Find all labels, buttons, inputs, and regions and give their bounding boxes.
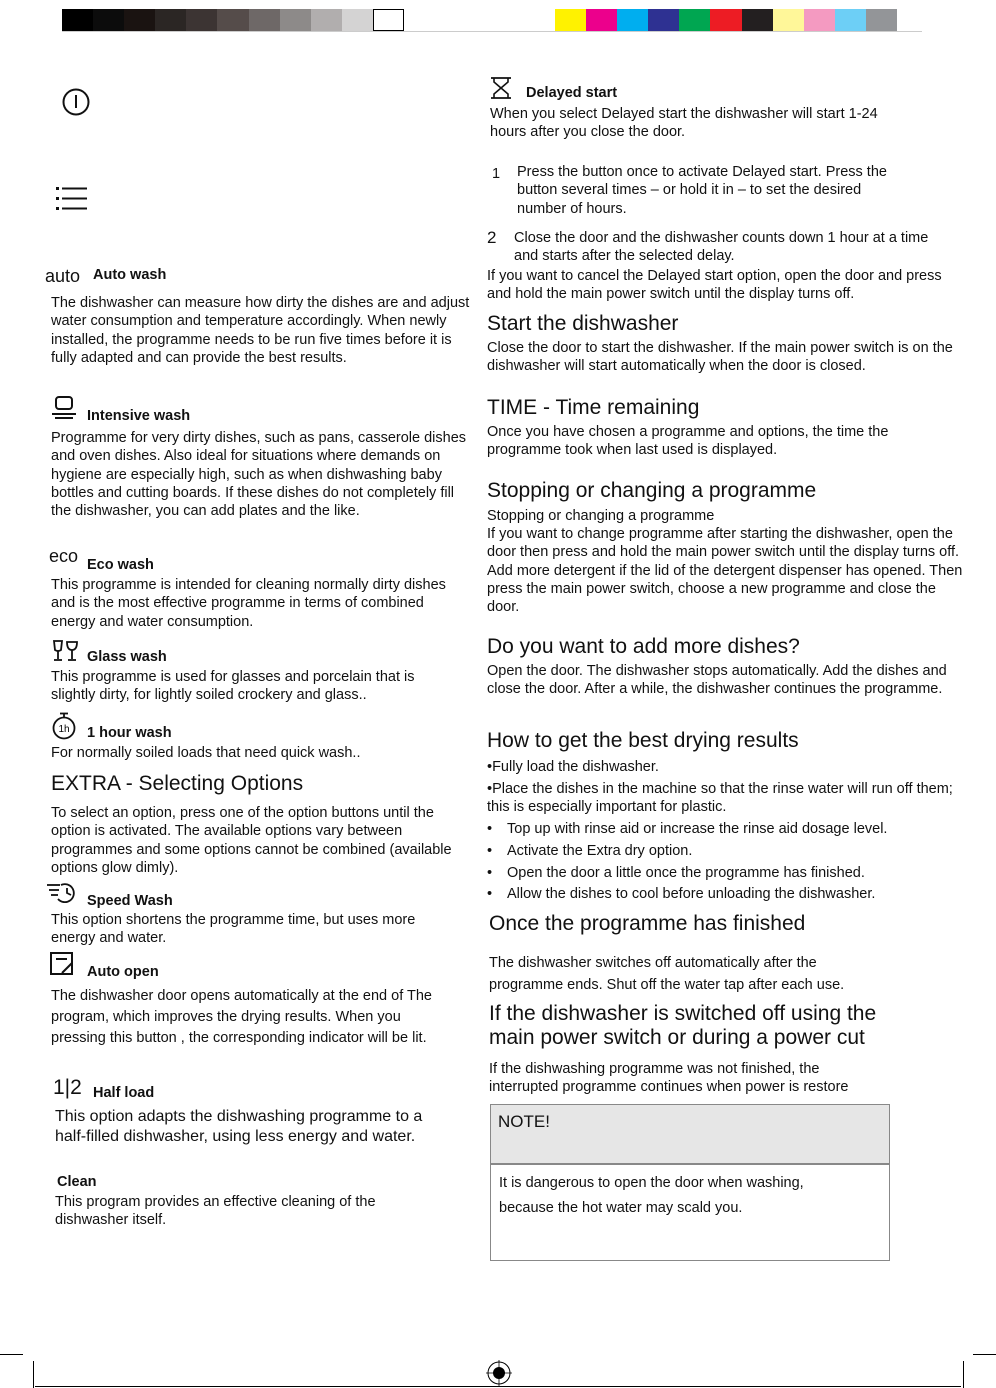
drying-list-item-text: Top up with rinse aid or increase the rinse aid dosage level. bbox=[507, 821, 888, 837]
auto-glyph: auto bbox=[45, 266, 81, 286]
step-2-number: 2 bbox=[487, 228, 497, 247]
registration-target-icon bbox=[486, 1360, 512, 1386]
top-rule bbox=[62, 31, 922, 32]
delayed-start-text: When you select Delayed start the dishwasher will start 1-24 hours after you close the door. bbox=[490, 106, 878, 141]
auto-wash-text: The dishwasher can measure how dirty the dishes are and adjust water consumption and temperature accordingly. When newly installed, the programme needs to be run five times before it is fully adapted and can provide the best results. bbox=[51, 295, 470, 366]
start-text: Close the door to start the dishwasher. If the main power switch is on the dishwasher will start automatically when the door is closed. bbox=[487, 340, 953, 375]
drying-list-item: • bbox=[487, 865, 493, 881]
color-swatch bbox=[773, 9, 805, 31]
speed-wash-text: This option shortens the programme time, but uses more energy and water. bbox=[51, 912, 416, 947]
stop-text: If you want to change programme after starting the dishwasher, open the door then press and hold the main power switch until the display turns off. Add more detergent if the lid of the detergent dispenser has opened. Then press the main power switch, choose a new programme and close the door. bbox=[487, 526, 963, 616]
gray-swatch bbox=[249, 9, 281, 31]
stopwatch-1h-icon bbox=[51, 712, 77, 740]
time-heading: TIME - Time remaining bbox=[487, 396, 700, 419]
drying-bullet-2: •Place the dishes in the machine so that the rinse water will run off them; this is especially important for plastic. bbox=[487, 781, 953, 816]
hourglass-icon bbox=[489, 76, 513, 100]
clean-text: This program provides an effective cleaning of the dishwasher itself. bbox=[55, 1194, 376, 1229]
gray-swatch bbox=[311, 9, 343, 31]
intensive-wash-icon bbox=[50, 395, 78, 421]
crop-mark bbox=[963, 1361, 964, 1388]
note-title: NOTE! bbox=[498, 1112, 550, 1131]
eco-wash-title: Eco wash bbox=[87, 557, 154, 573]
power-icon bbox=[61, 87, 91, 117]
eco-glyph: eco bbox=[49, 546, 79, 566]
gray-swatch bbox=[186, 9, 218, 31]
note-box bbox=[490, 1104, 890, 1261]
cancel-delayed-text: If you want to cancel the Delayed start option, open the door and press and hold the main power switch until the display turns off. bbox=[487, 268, 942, 303]
note-text: It is dangerous to open the door when washing, because the hot water may scald you. bbox=[499, 1175, 804, 1216]
finished-text: The dishwasher switches off automatically after the programme ends. Shut off the water tap after each use. bbox=[489, 955, 845, 993]
drying-list-item-text: Allow the dishes to cool before unloading the dishwasher. bbox=[507, 886, 876, 902]
crop-mark bbox=[35, 1386, 961, 1387]
color-swatch bbox=[648, 9, 680, 31]
color-swatch bbox=[617, 9, 649, 31]
delayed-start-title: Delayed start bbox=[526, 85, 618, 101]
color-swatch bbox=[742, 9, 774, 31]
drying-heading: How to get the best drying results bbox=[487, 729, 799, 752]
gray-swatch bbox=[280, 9, 312, 31]
gray-swatch bbox=[373, 9, 405, 31]
glass-wash-text: This programme is used for glasses and porcelain that is slightly dirty, for lightly soiled crockery and glass.. bbox=[51, 669, 415, 704]
gray-swatch bbox=[124, 9, 156, 31]
drying-list-item: • bbox=[487, 886, 493, 902]
stop-heading: Stopping or changing a programme bbox=[487, 479, 817, 502]
grayscale-calibration-bar bbox=[62, 9, 404, 31]
stopwatch-1h-label: 1h bbox=[58, 724, 70, 735]
half-load-text: This option adapts the dishwashing programme to a half-filled dishwasher, using less energy and water. bbox=[55, 1108, 423, 1145]
step-1-text: Press the button once to activate Delayed start. Press the button several times – or hold it in – to set the desired number of hours. bbox=[517, 164, 887, 217]
half-load-title: Half load bbox=[93, 1085, 155, 1101]
step-2-text: Close the door and the dishwasher counts down 1 hour at a time and starts after the selected delay. bbox=[514, 230, 929, 265]
power-cut-heading: If the dishwasher is switched off using the main power switch or during a power cut bbox=[489, 1002, 877, 1049]
time-text: Once you have chosen a programme and options, the time the programme took when last used is displayed. bbox=[487, 424, 889, 459]
clean-title: Clean bbox=[57, 1174, 97, 1190]
power-cut-text: If the dishwashing programme was not finished, the interrupted programme continues when power is restore bbox=[489, 1061, 849, 1096]
gray-swatch bbox=[342, 9, 374, 31]
drying-list-item: • bbox=[487, 821, 493, 837]
color-swatch bbox=[555, 9, 587, 31]
color-swatch bbox=[835, 9, 867, 31]
auto-open-text: The dishwasher door opens automatically at the end of The program, which improves the drying results. When you pressing this button , the corresponding indicator will be lit. bbox=[51, 988, 432, 1046]
gray-swatch bbox=[217, 9, 249, 31]
color-swatch bbox=[804, 9, 836, 31]
half-load-glyph: 1|2 bbox=[53, 1076, 82, 1099]
crop-mark bbox=[33, 1361, 34, 1388]
eco-wash-text: This programme is intended for cleaning normally dirty dishes and is the most effective programme in terms of combined energy and water consumption. bbox=[51, 577, 446, 630]
add-dishes-text: Open the door. The dishwasher stops automatically. Add the dishes and close the door. After a while, the dishwasher continues the programme. bbox=[487, 663, 947, 698]
speed-wash-icon bbox=[46, 881, 80, 905]
crop-mark bbox=[973, 1354, 996, 1355]
auto-open-icon bbox=[49, 951, 75, 977]
color-calibration-bar bbox=[555, 9, 897, 31]
add-dishes-heading: Do you want to add more dishes? bbox=[487, 635, 800, 658]
auto-wash-title: Auto wash bbox=[93, 267, 167, 283]
note-header bbox=[491, 1105, 889, 1165]
auto-open-title: Auto open bbox=[87, 964, 159, 980]
glass-wash-title: Glass wash bbox=[87, 649, 167, 665]
stop-subheading: Stopping or changing a programme bbox=[487, 508, 715, 524]
gray-swatch bbox=[93, 9, 125, 31]
gray-swatch bbox=[62, 9, 94, 31]
color-swatch bbox=[679, 9, 711, 31]
extra-text: To select an option, press one of the option buttons until the option is activated. The available options vary between programmes and some options cannot be combined (available options glow dimly). bbox=[51, 805, 452, 876]
one-hour-wash-text: For normally soiled loads that need quick wash.. bbox=[51, 745, 361, 761]
drying-list-item-text: Open the door a little once the programme has finished. bbox=[507, 865, 865, 881]
drying-list-item: • bbox=[487, 843, 493, 859]
gray-swatch bbox=[155, 9, 187, 31]
color-swatch bbox=[586, 9, 618, 31]
finished-heading: Once the programme has finished bbox=[489, 912, 806, 935]
extra-heading: EXTRA - Selecting Options bbox=[51, 772, 304, 795]
intensive-wash-text: Programme for very dirty dishes, such as pans, casserole dishes and oven dishes. Also ideal for situations where demands on hygiene are especially high, such as when dishwashing baby bottles and cutting boards. If these dishes do not completely fill the dishwasher, you can add plates and the like. bbox=[51, 430, 467, 520]
color-swatch bbox=[710, 9, 742, 31]
start-heading: Start the dishwasher bbox=[487, 312, 679, 335]
drying-list-item-text: Activate the Extra dry option. bbox=[507, 843, 693, 859]
intensive-wash-title: Intensive wash bbox=[87, 408, 191, 424]
color-swatch bbox=[866, 9, 898, 31]
step-1-number: 1 bbox=[492, 166, 501, 182]
one-hour-wash-title: 1 hour wash bbox=[87, 725, 172, 741]
menu-list-icon bbox=[56, 186, 88, 212]
glass-wash-icon bbox=[52, 639, 80, 663]
speed-wash-title: Speed Wash bbox=[87, 893, 173, 909]
drying-bullet-1: •Fully load the dishwasher. bbox=[487, 759, 659, 775]
crop-mark bbox=[0, 1354, 23, 1355]
